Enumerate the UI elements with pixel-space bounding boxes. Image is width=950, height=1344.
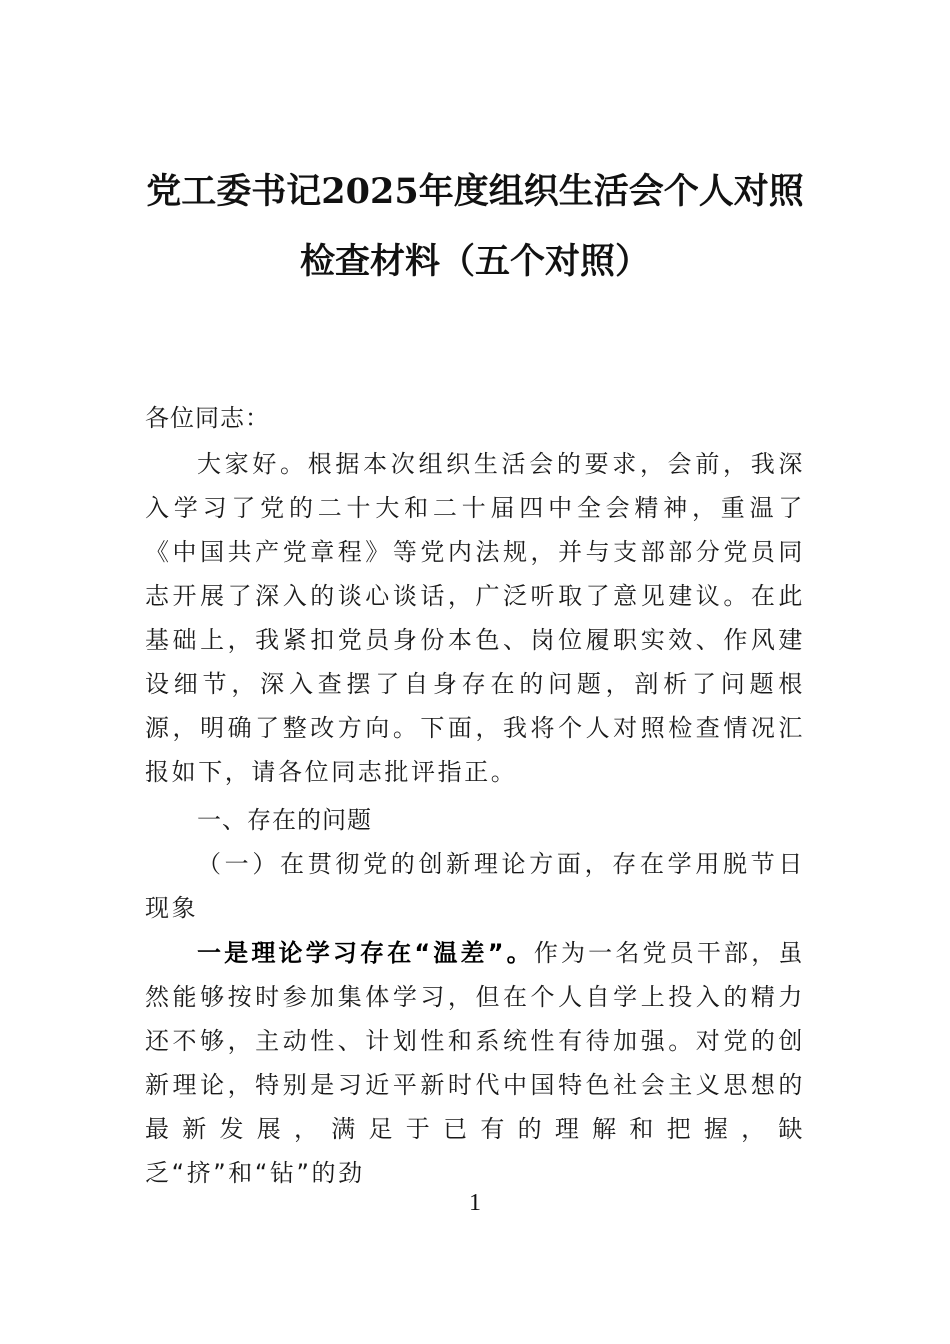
- page-number: 1: [469, 1190, 481, 1216]
- paragraph-lead-bold: 一是理论学习存在“温差”。: [197, 939, 534, 967]
- paragraph-theory-study: [145, 931, 805, 1195]
- paragraph-body: 作为一名党员干部，虽然能够按时参加集体学习，但在个人自学上投入的精力还不够，主动性、计划性和系统性有待加强。对党的创新理论，特别是习近平新时代中国特色社会主义思想的最新发展，满足于已有的理解和把握，缺乏“挤”和“钻”的劲: [145, 939, 805, 1187]
- subsection-heading-theory: （一）在贯彻党的创新理论方面，存在学用脱节日现象: [145, 850, 805, 922]
- intro-paragraph: 大家好。根据本次组织生活会的要求，会前，我深入学习了党的二十大和二十届四中全会精神，重温了《中国共产党章程》等党内法规，并与支部部分党员同志开展了深入的谈心谈话，广泛听取了意见建议。在此基础上，我紧扣党员身份本色、岗位履职实效、作风建设细节，深入查摆了自身存在的问题，剖析了问题根源，明确了整改方向。下面，我将个人对照检查情况汇报如下，请各位同志批评指正。: [145, 450, 805, 786]
- section-heading-problems: 一、存在的问题: [197, 806, 372, 834]
- greeting: 各位同志：: [145, 404, 270, 432]
- document-title-line-1: 党工委书记2025年度组织生活会个人对照: [146, 171, 804, 212]
- document-title-line-2: 检查材料（五个对照）: [299, 241, 650, 282]
